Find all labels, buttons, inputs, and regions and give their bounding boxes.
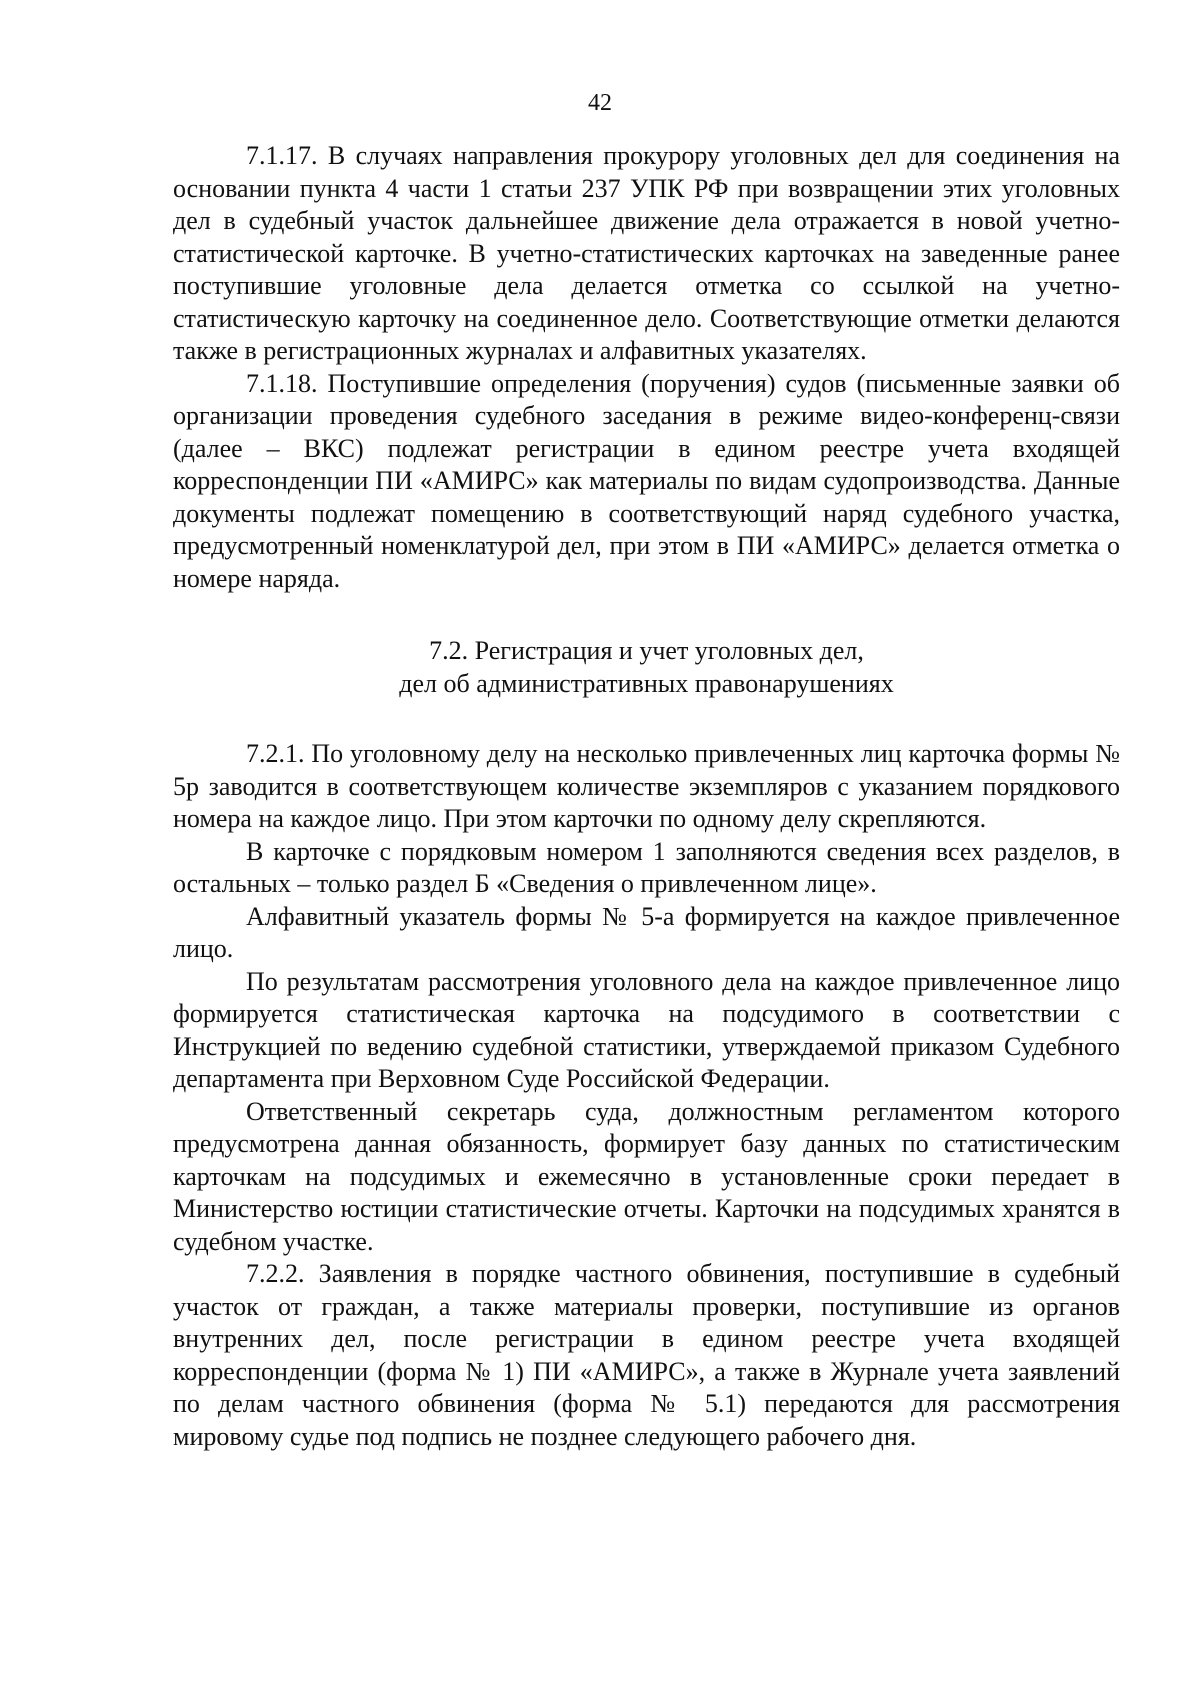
- paragraph-7-1-18: 7.1.18. Поступившие определения (поручения) судов (письменные заявки об организации проведения судебного заседания в режиме видео-конференц-связи (далее – ВКС) подлежат регистрации в едином реестре учета входящей корреспонденции ПИ «АМИРС» как материалы по видам судопроизводства. Данные документы подлежат помещению в соответствующий наряд судебного участка, предусмотренный номенклатурой дел, при этом в ПИ «АМИРС» делается отметка о номере наряда.: [173, 368, 1120, 593]
- section-heading-line-2: дел об административных правонарушениях: [399, 668, 894, 698]
- paragraph-statistical-card: По результатам рассмотрения уголовного дела на каждое привлеченное лицо формируется статистическая карточка на подсудимого в соответствии с Инструкцией по ведению судебной статистики, утверждаемой приказом Судебного департамента при Верховном Суде Российской Федерации.: [173, 966, 1120, 1093]
- paragraph-card-number-one: В карточке с порядковым номером 1 заполняются сведения всех разделов, в остальных – только раздел Б «Сведения о привлеченном лице».: [173, 836, 1120, 898]
- document-body: [173, 140, 1120, 1453]
- paragraph-7-2-2: 7.2.2. Заявления в порядке частного обвинения, поступившие в судебный участок от граждан, а также материалы проверки, поступившие из органов внутренних дел, после регистрации в едином реестре учета входящей корреспонденции (форма № 1) ПИ «АМИРС», а также в Журнале учета заявлений по делам частного обвинения (форма № 5.1) передаются для рассмотрения мировому судье под подпись не позднее следующего рабочего дня.: [173, 1259, 1120, 1451]
- paragraph-responsible-secretary: Ответственный секретарь суда, должностным регламентом которого предусмотрена данная обязанность, формирует базу данных по статистическим карточкам на подсудимых и ежемесячно в установленные сроки передает в Министерство юстиции статистические отчеты. Карточки на подсудимых хранятся в судебном участке.: [173, 1096, 1120, 1256]
- paragraph-alphabetic-index: Алфавитный указатель формы № 5-а формируется на каждое привлеченное лицо.: [173, 901, 1120, 963]
- section-heading-line-1: 7.2. Регистрация и учет уголовных дел,: [429, 636, 864, 665]
- page-number: 42: [588, 90, 612, 116]
- section-heading: [173, 635, 1120, 700]
- paragraph-7-1-17: 7.1.17. В случаях направления прокурору уголовных дел для соединения на основании пункта 4 части 1 статьи 237 УПК РФ при возвращении этих уголовных дел в судебный участок дальнейшее движение дела отражается в новой учетно-статистической карточке. В учетно-статистических карточках на заведенные ранее поступившие уголовные дела делается отметка со ссылкой на учетно-статистическую карточку на соединенное дело. Соответствующие отметки делаются также в регистрационных журналах и алфавитных указателях.: [173, 141, 1120, 365]
- paragraph-7-2-1: 7.2.1. По уголовному делу на несколько привлеченных лиц карточка формы № 5р заводится в соответствующем количестве экземпляров с указанием порядкового номера на каждое лицо. При этом карточки по одному делу скрепляются.: [173, 739, 1120, 833]
